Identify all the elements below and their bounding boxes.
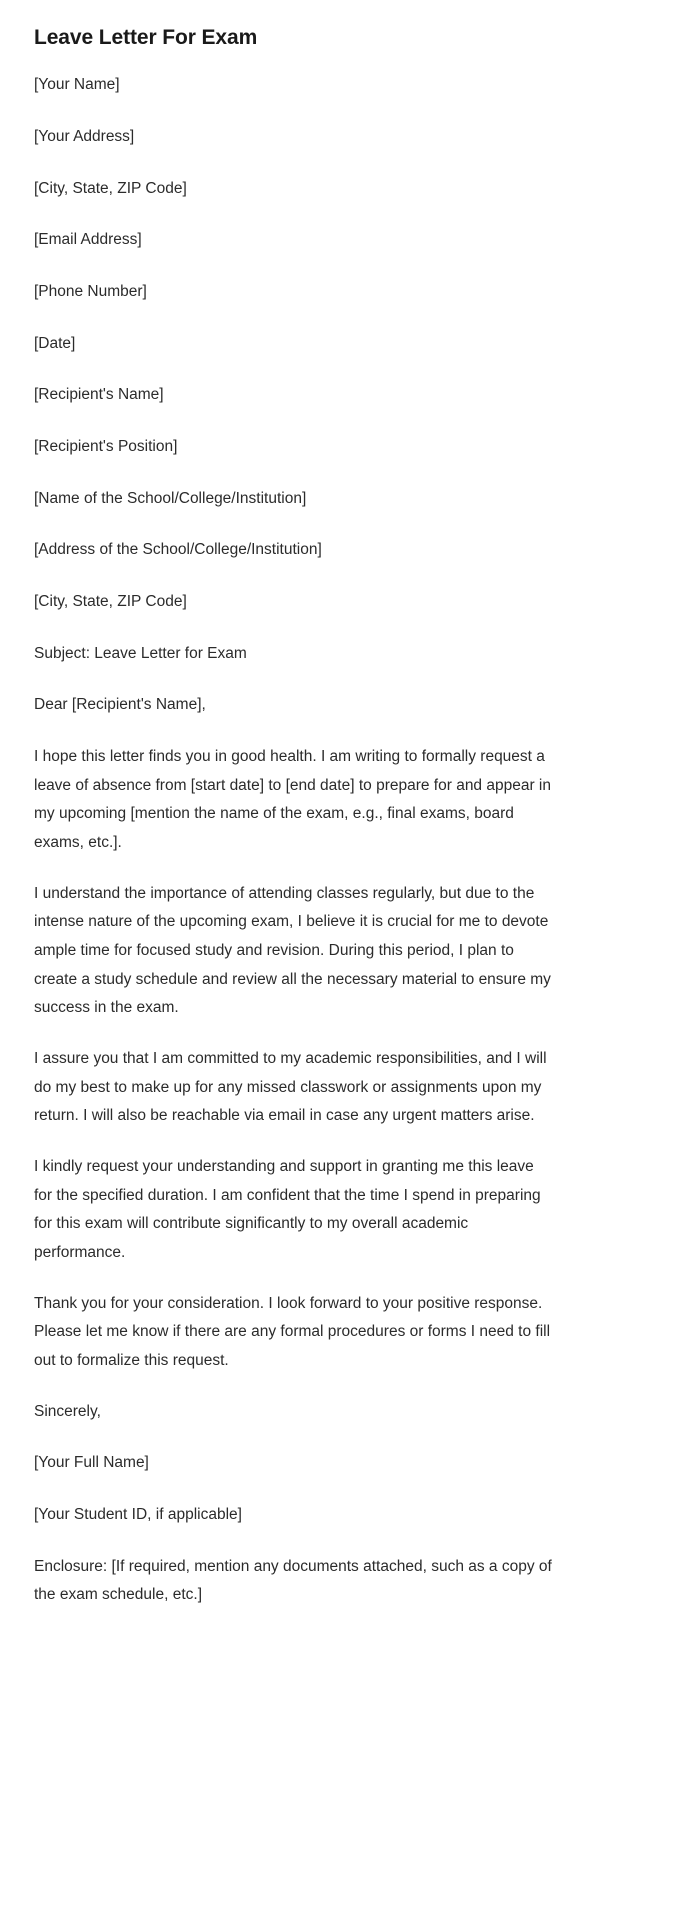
body-paragraph-4: I kindly request your understanding and support in granting me this leave for the specified duration. I am confident that the time I spend in preparing for this exam will contribute significantly to my overall academic performance. <box>34 1158 541 1262</box>
institution-city-state-zip-line: [City, State, ZIP Code] <box>34 593 187 611</box>
recipient-name-line: [Recipient's Name] <box>34 386 164 404</box>
body-paragraph-3: I assure you that I am committed to my academic responsibilities, and I will do my best to make up for any missed classwork or assignments upon my return. I will also be reachable via email in case any urgent matters arise. <box>34 1050 547 1125</box>
email-address-line: [Email Address] <box>34 231 142 249</box>
salutation-line: Dear [Recipient's Name], <box>34 696 206 714</box>
body-paragraph-5: Thank you for your consideration. I look forward to your positive response. Please let me know if there are any formal procedures or forms I need to fill out to formalize this request. <box>34 1294 551 1370</box>
date-line: [Date] <box>34 334 76 352</box>
page-title: Leave Letter For Exam <box>34 26 258 49</box>
your-address-line: [Your Address] <box>34 127 135 145</box>
body-paragraph-2: I understand the importance of attending classes regularly, but due to the intense nature of the upcoming exam, I believe it is crucial for me to devote ample time for focused study and revision. During this period, I plan to create a study schedule and review all the necessary material to ensure my success in the exam. <box>34 884 551 1017</box>
subject-line: Subject: Leave Letter for Exam <box>34 644 247 662</box>
city-state-zip-line: [City, State, ZIP Code] <box>34 179 187 197</box>
body-paragraph-1: I hope this letter finds you in good health. I am writing to formally request a leave of absence from [start date] to [end date] to prepare for and appear in my upcoming [mention the name of the exam, e.g., final exams, board exams, etc.]. <box>34 748 551 852</box>
enclosure-line: Enclosure: [If required, mention any documents attached, such as a copy of the exam schedule, etc.] <box>34 1557 552 1604</box>
phone-number-line: [Phone Number] <box>34 282 147 300</box>
student-id-line: [Your Student ID, if applicable] <box>34 1506 242 1524</box>
institution-name-line: [Name of the School/College/Institution] <box>34 489 307 507</box>
closing-line: Sincerely, <box>34 1402 101 1420</box>
institution-address-line: [Address of the School/College/Institution] <box>34 541 322 559</box>
signature-full-name-line: [Your Full Name] <box>34 1454 149 1472</box>
your-name-line: [Your Name] <box>34 76 120 94</box>
recipient-position-line: [Recipient's Position] <box>34 438 178 455</box>
